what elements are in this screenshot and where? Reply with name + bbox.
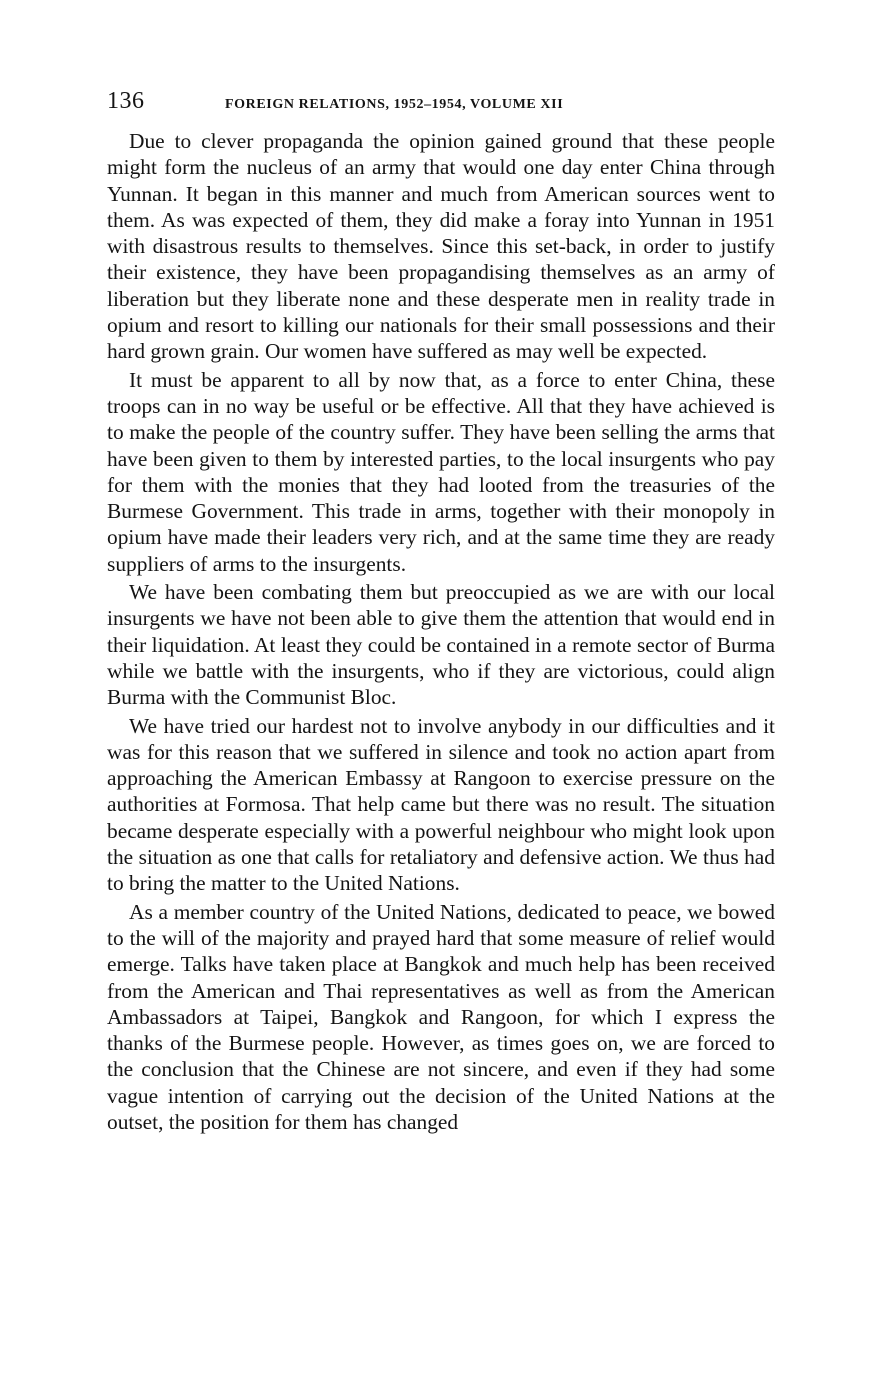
- paragraph: As a member country of the United Nations, dedicated to peace, we bowed to the will of the majority and prayed hard that some measure of relief would emerge. Talks have taken place at Bangkok and much help has been received from the American and Thai representatives as well as from the American Ambassadors at Taipei, Bangkok and Rangoon, for which I express the thanks of the Burmese people. However, as times goes on, we are forced to the conclusion that the Chinese are not sincere, and even if they had some vague intention of carrying out the decision of the United Nations at the outset, the position for them has changed: [107, 899, 775, 1134]
- document-page: [107, 88, 775, 1137]
- running-header: [107, 88, 775, 122]
- paragraph: We have been combating them but preoccupied as we are with our local insurgents we have not been able to give them the attention that would end in their liquidation. At least they could be contained in a remote sector of Burma while we battle with the insurgents, who if they are victorious, could align Burma with the Communist Bloc.: [107, 580, 775, 710]
- paragraph: Due to clever propaganda the opinion gained ground that these people might form the nucleus of an army that would one day enter China through Yunnan. It began in this manner and much from American sources went to them. As was expected of them, they did make a foray into Yunnan in 1951 with disastrous results to themselves. Since this set-back, in order to justify their existence, they have been propagandising themselves as an army of liberation but they liberate none and these desperate men in reality trade in opium and resort to killing our nationals for their small possessions and their hard grown grain. Our women have suffered as may well be expected.: [107, 129, 775, 364]
- paragraph: It must be apparent to all by now that, as a force to enter China, these troops can in no way be useful or be effective. All that they have achieved is to make the people of the country suffer. They have been selling the arms that have been given to them by interested parties, to the local insurgents who pay for them with the monies that they had looted from the treasuries of the Burmese Government. This trade in arms, together with their monopoly in opium have made their leaders very rich, and at the same time they are ready suppliers of arms to the insurgents.: [107, 367, 775, 576]
- volume-title: FOREIGN RELATIONS, 1952–1954, VOLUME XII: [225, 97, 564, 112]
- paragraph: We have tried our hardest not to involve anybody in our difficulties and it was for this reason that we suffered in silence and took no action apart from approaching the American Embassy at Rangoon to exercise pressure on the authorities at Formosa. That help came but there was no result. The situation became desperate especially with a powerful neighbour who might look upon the situation as one that calls for retaliatory and defensive action. We thus had to bring the matter to the United Nations.: [107, 713, 775, 896]
- body-text: [107, 128, 775, 1135]
- page-number: 136: [107, 88, 145, 114]
